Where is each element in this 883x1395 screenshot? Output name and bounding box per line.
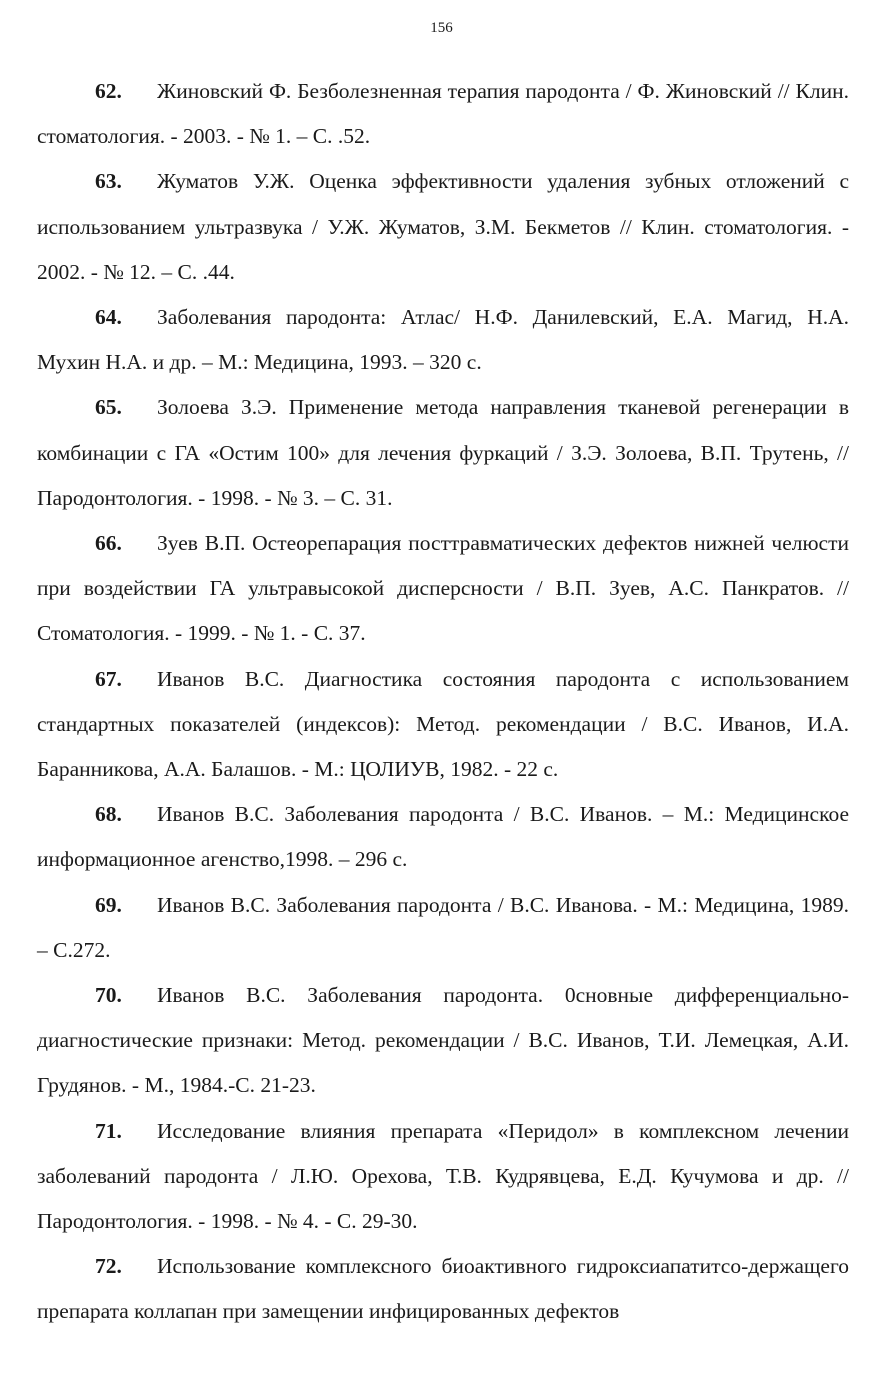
- reference-number: 70.: [95, 983, 122, 1008]
- reference-text: Использование комплексного биоактивного гидроксиапатитсо-держащего препарата коллапан при замещении инфицированных дефектов: [37, 1254, 849, 1324]
- reference-number: 63.: [95, 169, 122, 194]
- reference-number: 66.: [95, 531, 122, 556]
- reference-item: [37, 295, 849, 385]
- reference-number: 69.: [95, 892, 122, 917]
- reference-item: [37, 69, 849, 159]
- reference-number: 72.: [95, 1254, 122, 1279]
- reference-number: 68.: [95, 802, 122, 827]
- reference-text: Иванов В.С. Заболевания пародонта / В.С. Иванова. - М.: Медицина, 1989. – С.272.: [37, 892, 849, 962]
- reference-text: Жиновский Ф. Безболезненная терапия пародонта / Ф. Жиновский // Клин. стоматология. - 2003. - № 1. – С. .52.: [37, 79, 849, 149]
- reference-text: Заболевания пародонта: Атлас/ Н.Ф. Данилевский, Е.А. Магид, Н.А. Мухин Н.А. и др. – М.: Медицина, 1993. – 320 с.: [37, 305, 849, 375]
- reference-number: 67.: [95, 666, 122, 691]
- reference-text: Золоева З.Э. Применение метода направления тканевой регенерации в комбинации с ГА «Остим 100» для лечения фуркаций / З.Э. Золоева, В.П. Трутень, // Пародонтология. - 1998. - № 3. – С. 31.: [37, 395, 849, 510]
- reference-item: [37, 792, 849, 882]
- reference-item: [37, 159, 849, 295]
- reference-item: [37, 657, 849, 793]
- page-number: 156: [430, 20, 453, 36]
- reference-item: [37, 385, 849, 521]
- reference-item: [37, 1244, 849, 1334]
- reference-number: 71.: [95, 1118, 122, 1143]
- reference-item: [37, 521, 849, 657]
- reference-text: Зуев В.П. Остеорепарация посттравматических дефектов нижней челюсти при воздействии ГА ультравысокой дисперсности / В.П. Зуев, А.С. Панкратов. // Стоматология. - 1999. - № 1. - С. 37.: [37, 531, 849, 646]
- reference-item: [37, 1109, 849, 1245]
- reference-item: [37, 883, 849, 973]
- reference-text: Исследование влияния препарата «Перидол» в комплексном лечении заболеваний пародонта / Л.Ю. Орехова, Т.В. Кудрявцева, Е.Д. Кучумова и др. // Пародонтология. - 1998. - № 4. - С. 29-30.: [37, 1118, 849, 1234]
- reference-text: Иванов В.С. Заболевания пародонта / В.С. Иванов. – М.: Медицинское информационное агенство,1998. – 296 с.: [37, 802, 849, 872]
- reference-item: [37, 973, 849, 1109]
- reference-number: 64.: [95, 305, 122, 330]
- reference-text: Иванов В.С. Диагностика состояния пародонта с использованием стандартных показателей (индексов): Метод. рекомендации / В.С. Иванов, И.А. Баранникова, А.А. Балашов. - М.: ЦОЛИУВ, 1982. - 22 с.: [37, 666, 849, 782]
- reference-text: Иванов В.С. Заболевания пародонта. 0сновные дифференциально-диагностические признаки: Метод. рекомендации / В.С. Иванов, Т.И. Лемецкая, А.И. Грудянов. - М., 1984.-С. 21-23.: [37, 983, 849, 1098]
- reference-list: [37, 69, 849, 1335]
- reference-number: 62.: [95, 79, 122, 103]
- reference-number: 65.: [95, 395, 122, 420]
- reference-text: Жуматов У.Ж. Оценка эффективности удаления зубных отложений с использованием ультразвука / У.Ж. Жуматов, З.М. Бекметов // Клин. стоматология. - 2002. - № 12. – С. .44.: [37, 169, 849, 284]
